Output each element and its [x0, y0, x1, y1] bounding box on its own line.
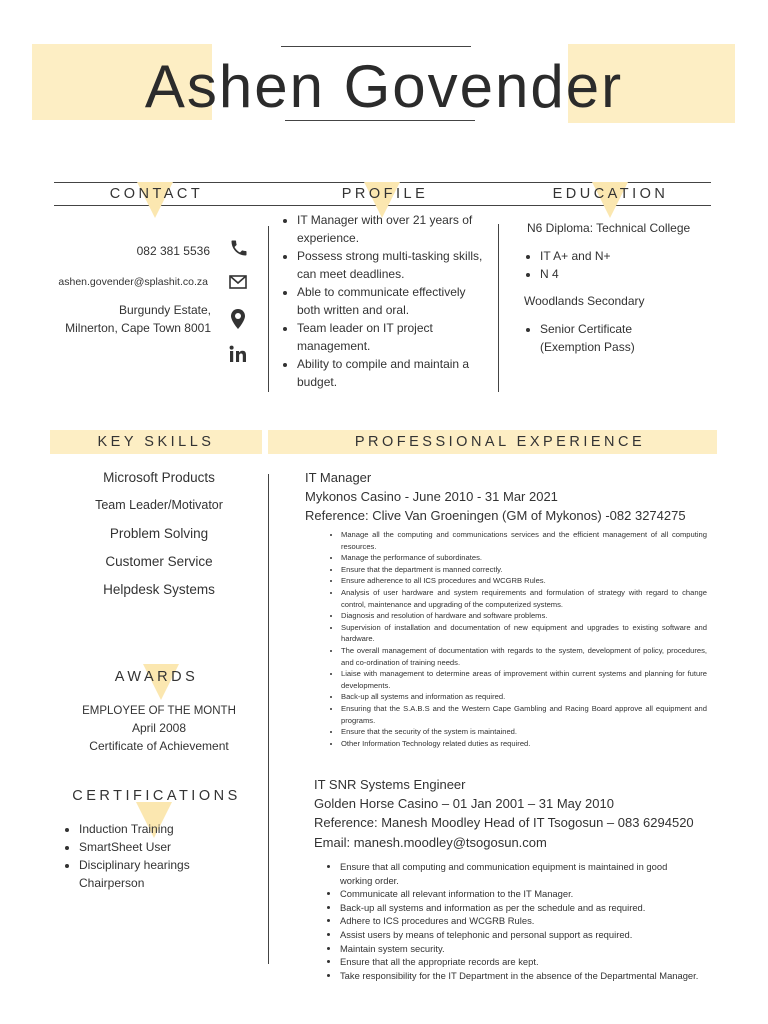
duty-item: • Other Information Technology related duties as required. — [341, 738, 707, 750]
job1-title: IT Manager — [305, 470, 372, 485]
education-item: • IT A+ and N+ — [540, 247, 710, 265]
duty-item: • Manage the performance of subordinates. — [341, 552, 707, 564]
contact-address-line2: Milnerton, Cape Town 8001 — [65, 321, 211, 335]
name-top-rule — [281, 46, 471, 47]
award-line3: Certificate of Achievement — [89, 739, 229, 753]
profile-item: • Possess strong multi-tasking skills, can meet deadlines. — [297, 247, 487, 283]
profile-heading: PROFILE — [341, 186, 429, 202]
certification-item: • SmartSheet User — [79, 838, 239, 856]
job1-duties — [321, 529, 707, 749]
skill-item: Problem Solving — [109, 526, 209, 541]
education-heading: EDUCATION — [552, 186, 669, 202]
certifications-heading: CERTIFICATIONS — [72, 788, 241, 804]
job2-duties — [320, 860, 700, 982]
duty-item: • The overall management of documentation with regards to the system, development of policy, procedures, and co-ordination of training needs. — [341, 645, 707, 668]
skill-item: Helpdesk Systems — [103, 582, 215, 597]
awards-heading: AWARDS — [114, 669, 199, 685]
duty-item: • Take responsibility for the IT Department in the absence of the Departmental Manager. — [340, 969, 700, 983]
education-school1: N6 Diploma: Technical College — [527, 221, 691, 235]
duty-item: • Ensure that all computing and communication equipment is maintained in good working order. — [340, 860, 700, 887]
contact-phone[interactable]: 082 381 5536 — [136, 244, 210, 258]
duty-item: • Adhere to ICS procedures and WCGRB Rules. — [340, 914, 700, 928]
education-item: • Senior Certificate (Exemption Pass) — [540, 320, 640, 356]
award-line2: April 2008 — [131, 721, 187, 735]
mail-icon — [229, 275, 247, 289]
duty-item: • Maintain system security. — [340, 942, 700, 956]
experience-heading: PROFESSIONAL EXPERIENCE — [354, 434, 646, 450]
job1-reference: Reference: Clive Van Groeningen (GM of Mykonos) -082 3274275 — [305, 508, 686, 523]
profile-item: • Ability to compile and maintain a budget. — [297, 355, 487, 391]
contact-heading: CONTACT — [109, 186, 204, 202]
linkedin-icon[interactable] — [229, 345, 247, 363]
education-school1-list — [520, 247, 710, 283]
job2-reference: Reference: Manesh Moodley Head of IT Tsogosun – 083 6294520 — [314, 815, 694, 830]
profile-item: • Able to communicate effectively both written and oral. — [297, 283, 487, 319]
duty-item: • Ensure that the security of the system is maintained. — [341, 726, 707, 738]
duty-item: • Ensure adherence to all ICS procedures and WCGRB Rules. — [341, 575, 707, 587]
duty-item: • Supervision of installation and documentation of new equipment and upgrades to existing software and hardware. — [341, 622, 707, 645]
experience-divider — [268, 474, 269, 964]
skill-item: Microsoft Products — [103, 470, 215, 485]
duty-item: • Diagnosis and resolution of hardware and software problems. — [341, 610, 707, 622]
duty-item: • Ensure that the department is manned correctly. — [341, 564, 707, 576]
skill-item: Customer Service — [105, 554, 213, 569]
skill-item: Team Leader/Motivator — [95, 498, 223, 512]
award-line1: EMPLOYEE OF THE MONTH — [82, 705, 236, 717]
contact-divider — [268, 226, 269, 392]
phone-icon — [229, 238, 249, 258]
duty-item: • Liaise with management to determine areas of improvement within current systems and planning for future developments. — [341, 668, 707, 691]
key-skills-list — [54, 470, 264, 610]
contact-email[interactable]: ashen.govender@splashit.co.za — [58, 276, 208, 288]
duty-item: • Back-up all systems and information as per the schedule and as required. — [340, 901, 700, 915]
education-school2: Woodlands Secondary — [524, 294, 645, 308]
education-school2-list — [520, 320, 640, 356]
duty-item: • Communicate all relevant information to the IT Manager. — [340, 887, 700, 901]
duty-item: • Ensure that all the appropriate records are kept. — [340, 955, 700, 969]
profile-list — [277, 211, 487, 391]
duty-item: • Analysis of user hardware and system requirements and formulation of strategy with regard to change control, maintenance and upgrading of the computerized systems. — [341, 587, 707, 610]
profile-divider — [498, 224, 499, 392]
job2-company: Golden Horse Casino – 01 Jan 2001 – 31 May 2010 — [314, 796, 614, 811]
key-skills-heading: KEY SKILLS — [97, 434, 215, 450]
certification-item: • Disciplinary hearings Chairperson — [79, 856, 239, 892]
candidate-name: Ashen Govender — [144, 53, 624, 120]
job2-email[interactable]: Email: manesh.moodley@tsogosun.com — [314, 835, 547, 850]
job1-company: Mykonos Casino - June 2010 - 31 Mar 2021 — [305, 489, 558, 504]
profile-item: • IT Manager with over 21 years of experience. — [297, 211, 487, 247]
contact-address-line1: Burgundy Estate, — [118, 303, 211, 317]
duty-item: • Manage all the computing and communications services and the efficient management of all computing resources. — [341, 529, 707, 552]
certification-item: • Induction Training — [79, 820, 239, 838]
location-pin-icon — [230, 308, 246, 330]
duty-item: • Ensuring that the S.A.B.S and the Western Cape Gambling and Racing Board approve all equipment and programs. — [341, 703, 707, 726]
certifications-list — [59, 820, 239, 892]
duty-item: • Assist users by means of telephonic and personal support as required. — [340, 928, 700, 942]
profile-item: • Team leader on IT project management. — [297, 319, 487, 355]
job2-title: IT SNR Systems Engineer — [314, 777, 466, 792]
duty-item: • Back-up all systems and information as required. — [341, 691, 707, 703]
education-item: • N 4 — [540, 265, 710, 283]
